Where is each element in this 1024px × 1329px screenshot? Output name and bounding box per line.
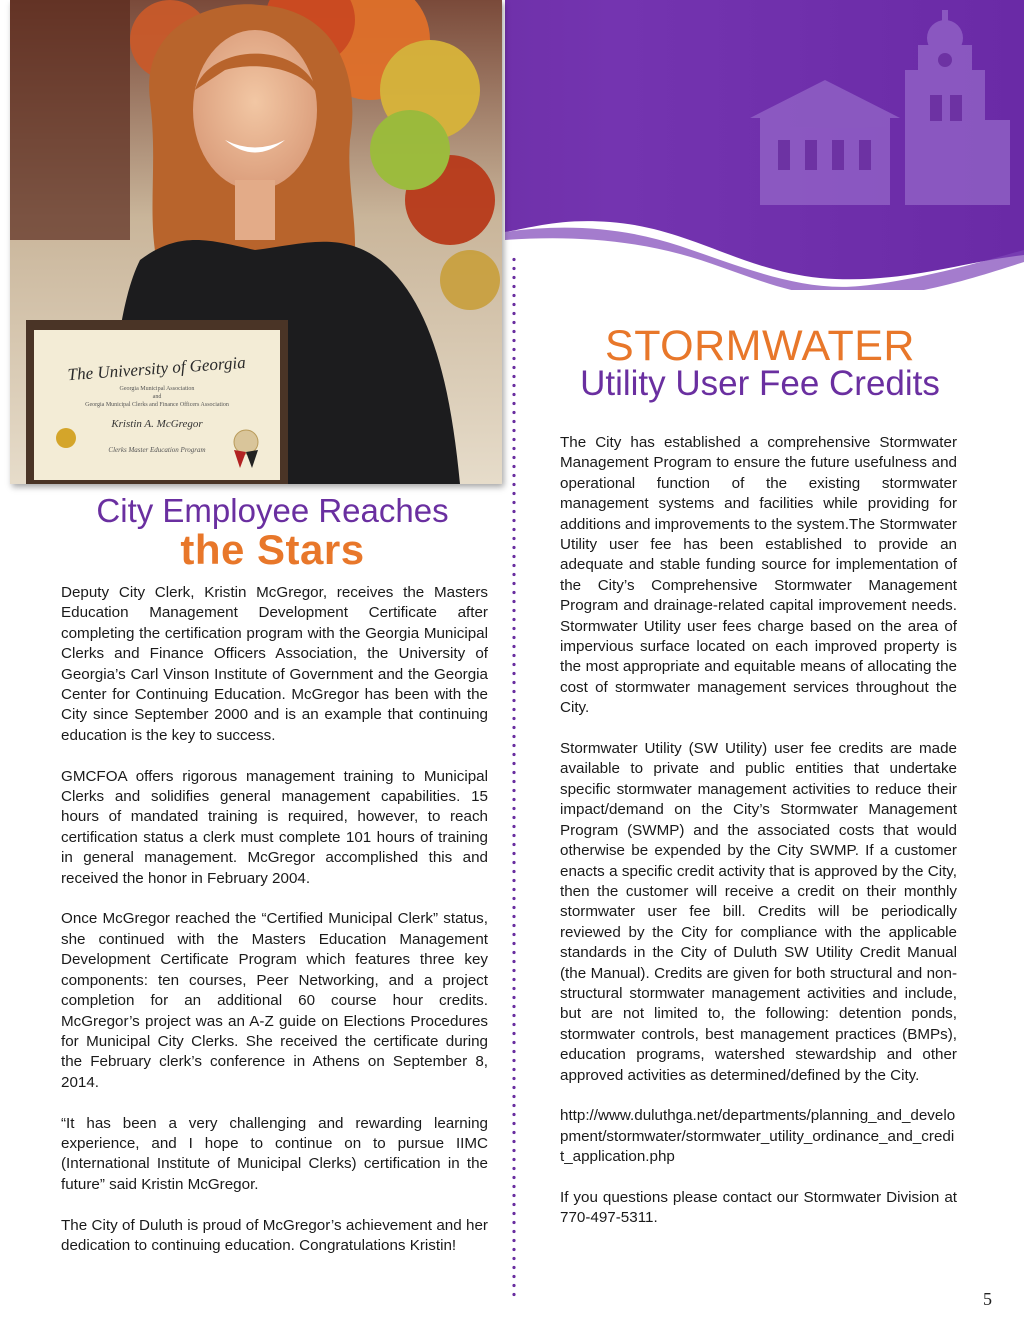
employee-photo xyxy=(10,0,502,484)
contact-paragraph: If you questions please contact our Stormwater Division at 770-497-5311. xyxy=(560,1188,957,1227)
left-paragraph-4: “It has been a very challenging and rewarding learning experience, and I hope to continue on to pursue IIMC (International Institute of Municipal Clerks) certification in the future” said Kristin McGregor. xyxy=(61,1114,488,1193)
right-paragraph-1: The City has established a comprehensive Stormwater Management Program to ensure the future usefulness and operational function of the existing stormwater management systems and facilities while providing for additions and improvements to the system.The Stormwater Utility user fee has been established to provide an adequate and stable funding source for implementation of the City’s Comprehensive Stormwater Management Program and drainage-related capital improvement needs. Stormwater Utility user fees charge based on the area of impervious surface located on each improved property is the most appropriate and equitable means of allocating the cost of stormwater management services throughout the City. xyxy=(560,434,957,717)
certificate-title: The University of Georgia xyxy=(67,352,247,385)
left-paragraph-2: GMCFOA offers rigorous management training to Municipal Clerks and solidifies general management capabilities. 15 hours of mandated training is required, however, to reach certification status a clerk must complete 101 hours of training in general management. McGregor accomplished this and received the honor in February 2004. xyxy=(61,767,488,887)
certificate-line1: Georgia Municipal Association xyxy=(119,386,195,392)
left-article-body xyxy=(61,583,488,1277)
certificate-line3: Georgia Municipal Clerks and Finance Officers Association xyxy=(85,402,229,408)
stormwater-ordinance-link[interactable]: http://www.duluthga.net/departments/planning_and_development/stormwater/stormwater_utility_ordinance_and_credit_application.php xyxy=(560,1107,956,1166)
silver-seal-icon xyxy=(234,430,258,454)
left-paragraph-5: The City of Duluth is proud of McGregor’s achievement and her dedication to continuing education. Congratulations Kristin! xyxy=(61,1216,488,1254)
left-headline-line1: City Employee Reaches xyxy=(96,492,449,529)
right-paragraph-2: Stormwater Utility (SW Utility) user fee credits are made available to private and public entities that undertake specific stormwater management activities to reduce their impact/demand on the City’s Stormwater Management Program (SWMP) and the associated costs that would otherwise be expended by the City SWMP. If a customer enacts a specific credit activity that is approved by the City, then the customer will receive a credit on their monthly stormwater user fee bill. Credits will be periodically reviewed by the City for compliance with the applicable standards in the City of Duluth SW Utility Credit Manual (the Manual). Credits are given for both structural and non-structural stormwater management activities and include, but are not limited to, the following: detention ponds, stormwater controls, best management practices (BMPs), education programs, watershed stewardship and other approved activities as determined/defined by the City. xyxy=(560,740,957,1084)
right-article-body xyxy=(560,433,957,1249)
certificate-name: Kristin A. McGregor xyxy=(111,418,203,430)
page-number: 5 xyxy=(983,1289,992,1309)
gold-seal-icon xyxy=(56,428,76,448)
certificate-line2: and xyxy=(152,394,162,400)
left-paragraph-3: Once McGregor reached the “Certified Municipal Clerk” status, she continued with the Masters Education Management Development Certificate Program which features three key components: ten courses, Peer Networking, and a project completion for an additional 60 course hour credits. McGregor’s project was an A-Z guide on Elections Procedures for Municipal City Clerks. She received the certificate during the February clerk’s conference in Athens on September 8, 2014. xyxy=(61,910,488,1091)
certificate-program: Clerks Master Education Program xyxy=(108,446,206,454)
stormwater-title: STORMWATER xyxy=(605,322,915,370)
left-headline-line2: the Stars xyxy=(180,526,365,573)
stormwater-subtitle: Utility User Fee Credits xyxy=(580,364,940,403)
left-paragraph-1: Deputy City Clerk, Kristin McGregor, receives the Masters Education Management Development Certificate after completing the certification program with the Georgia Municipal Clerks and Finance Officers Association, the University of Georgia’s Carl Vinson Institute of Government and the Georgia Center for Continuing Education. McGregor has been with the City since September 2000 and is an example that continuing education is the key to success. xyxy=(61,584,488,744)
dotted-column-divider xyxy=(511,255,517,1300)
